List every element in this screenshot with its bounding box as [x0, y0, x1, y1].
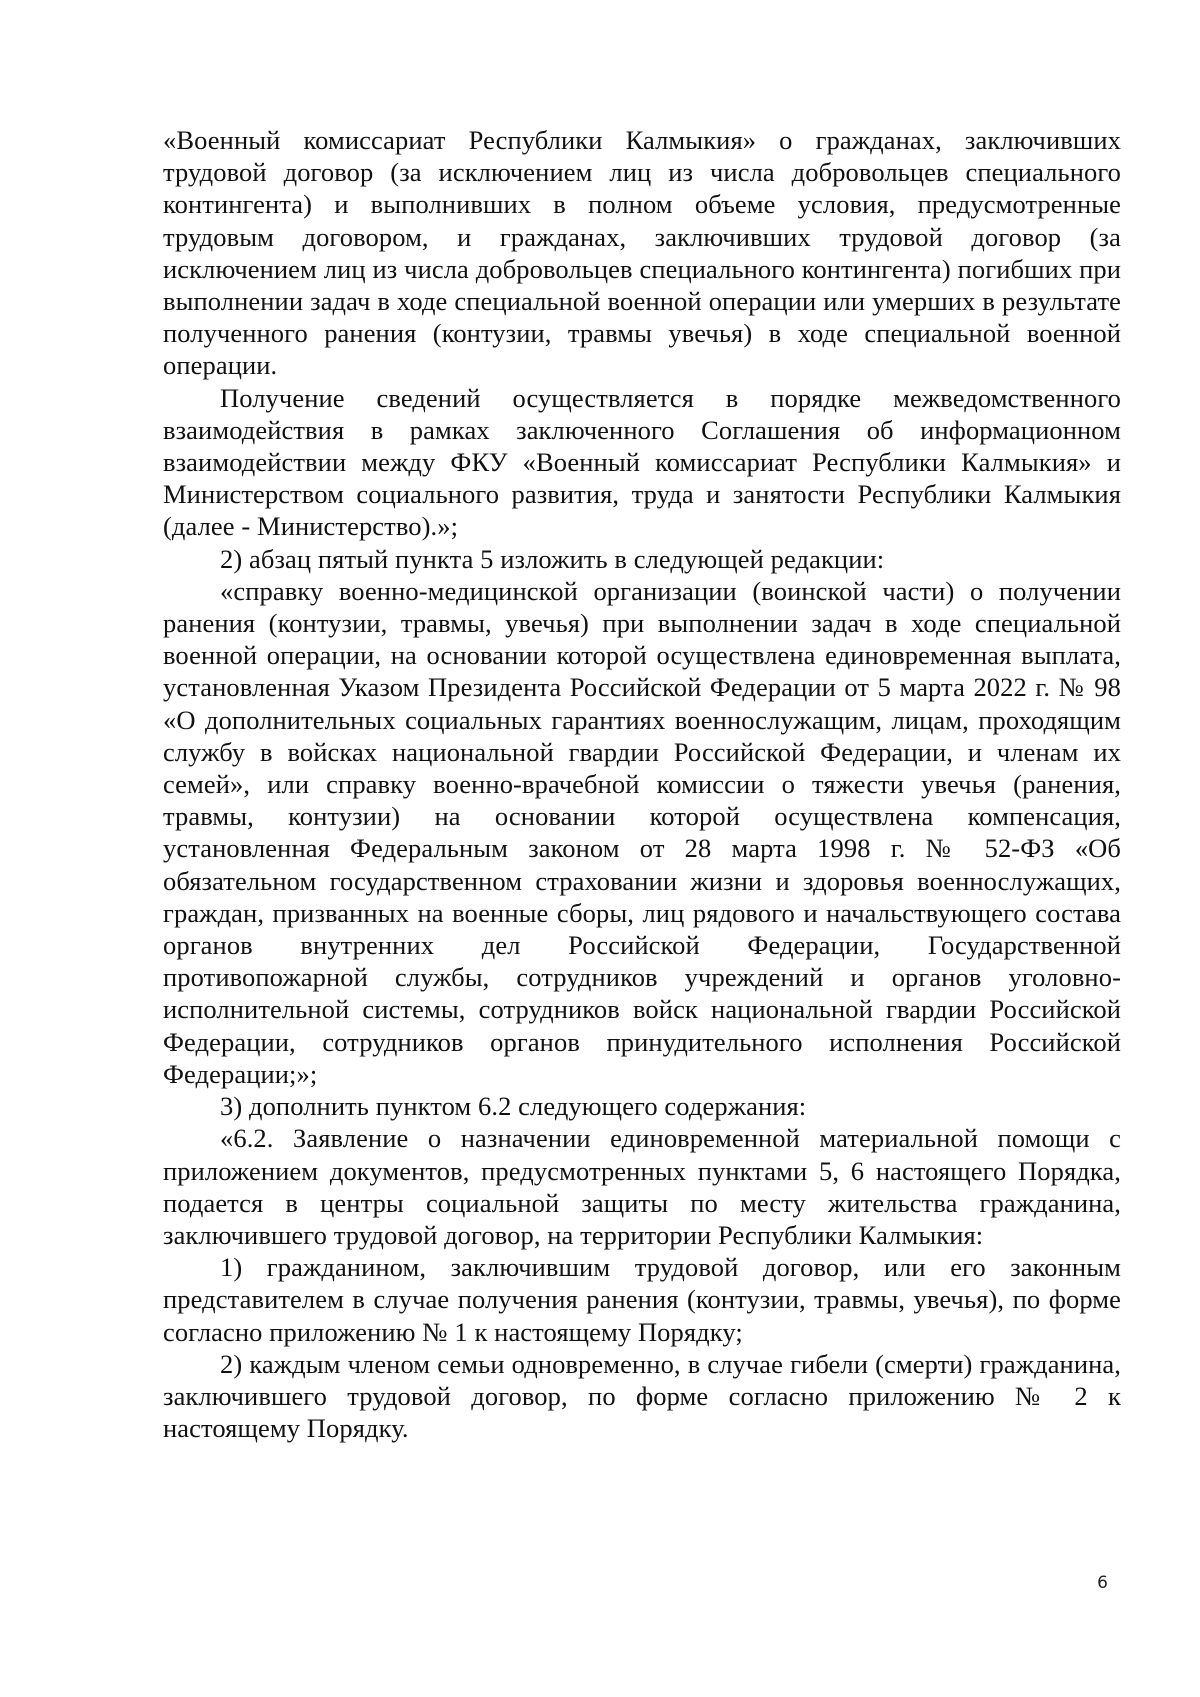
- paragraph-7: 1) гражданином, заключившим трудовой договор, или его законным представителем в случае получения ранения (контузии, травмы, увечья), по форме согласно приложению № 1 к настоящему Порядку;: [163, 1252, 1121, 1347]
- paragraph-8: 2) каждым членом семьи одновременно, в случае гибели (смерти) гражданина, заключившего трудовой договор, по форме согласно приложению № 2 к настоящему Порядку.: [163, 1348, 1121, 1444]
- paragraph-3: 2) абзац пятый пункта 5 изложить в следующей редакции:: [220, 543, 885, 574]
- paragraph-6: «6.2. Заявление о назначении единовременной материальной помощи с приложением документов, предусмотренных пунктами 5, 6 настоящего Порядка, подается в центры социальной защиты по месту жительства гражданина, заключившего трудовой договор, на территории Республики Калмыкия:: [163, 1123, 1121, 1250]
- page-number: 6: [1097, 1573, 1108, 1593]
- paragraph-1: «Военный комиссариат Республики Калмыкия» о гражданах, заключивших трудовой договор (за исключением лиц из числа добровольцев специального контингента) и выполнивших в полном объеме условия, предусмотренные трудовым договором, и гражданах, заключивших трудовой договор (за исключением лиц из числа добровольцев специального контингента) погибших при выполнении задач в ходе специальной военной операции или умерших в результате полученного ранения (контузии, травмы увечья) в ходе специальной военной операции.: [163, 125, 1121, 381]
- paragraph-4: «справку военно-медицинской организации (воинской части) о получении ранения (контузии, травмы, увечья) при выполнении задач в ходе специальной военной операции, на основании которой осуществлена единовременная выплата, установленная Указом Президента Российской Федерации от 5 марта 2022 г. № 98 «О дополнительных социальных гарантиях военнослужащим, лицам, проходящим службу в войсках национальной гвардии Российской Федерации, и членам их семей», или справку военно-врачебной комиссии о тяжести увечья (ранения, травмы, контузии) на основании которой осуществлена компенсация, установленная Федеральным законом от 28 марта 1998 г. № 52-ФЗ «Об обязательном государственном страховании жизни и здоровья военнослужащих, граждан, призванных на военные сборы, лиц рядового и начальствующего состава органов внутренних дел Российской Федерации, Государственной противопожарной службы, сотрудников учреждений и органов уголовно-исполнительной системы, сотрудников войск национальной гвардии Российской Федерации, сотрудников органов принудительного исполнения Российской Федерации;»;: [163, 575, 1121, 1089]
- document-body: [163, 124, 1121, 1444]
- paragraph-2: Получение сведений осуществляется в порядке межведомственного взаимодействия в рамках заключенного Соглашения об информационном взаимодействии между ФКУ «Военный комиссариат Республики Калмыкия» и Министерством социального развития, труда и занятости Республики Калмыкия (далее - Министерство).»;: [163, 382, 1121, 542]
- paragraph-5: 3) дополнить пунктом 6.2 следующего содержания:: [220, 1091, 807, 1122]
